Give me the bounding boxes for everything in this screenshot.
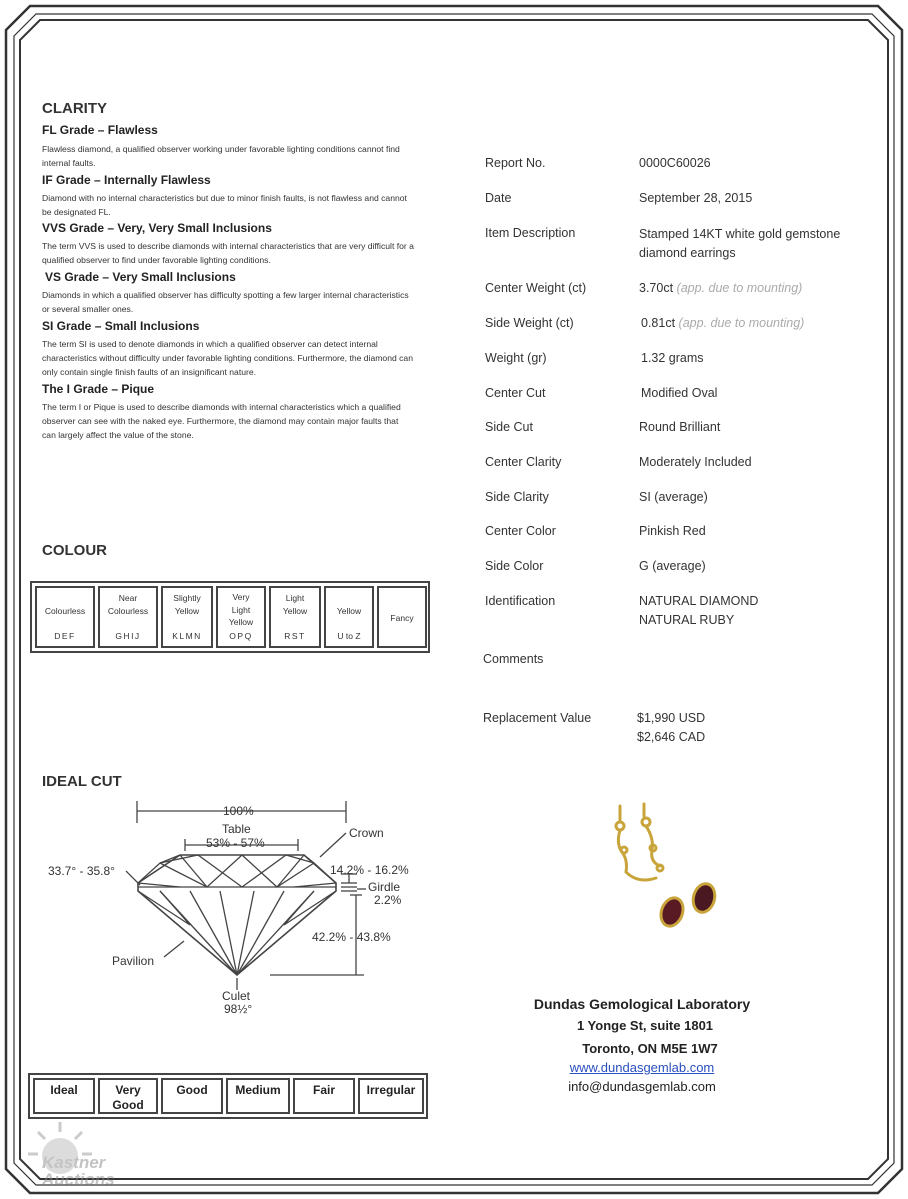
cut-cell-medium: Medium: [226, 1078, 290, 1114]
diagram-table-range: 53% - 57%: [206, 836, 265, 850]
lab-address-1: 1 Yonge St, suite 1801: [576, 1018, 714, 1033]
grade-i-heading: The I Grade – Pique: [42, 382, 155, 396]
grade-fl-text: Flawless diamond, a qualified observer working under favorable lighting conditions cannot find internal faults.: [42, 144, 400, 168]
report-value-note: (app. due to mounting): [678, 316, 805, 330]
earrings-photo: [598, 800, 738, 940]
clarity-title: CLARITY: [42, 100, 107, 117]
report-value: 1.32 grams: [641, 351, 704, 365]
colour-cell-light-yellow: [269, 586, 321, 648]
colour-cell-near-colourless: [98, 586, 158, 648]
colour-cell-fancy: [377, 586, 427, 648]
lab-name: Dundas Gemological Laboratory: [533, 996, 751, 1012]
diagram-culet-value: 98½°: [224, 1002, 253, 1016]
cut-cell-good: Good: [161, 1078, 223, 1114]
report-value-line: $1,990 USD: [637, 711, 706, 725]
report-value: [637, 709, 705, 747]
cut-scale: [28, 1073, 428, 1119]
watermark-text: [42, 1154, 115, 1188]
report-value-line: Stamped 14KT white gold gemstone: [639, 227, 841, 241]
report-value: Round Brilliant: [639, 420, 721, 434]
colour-cell-label: Slightly Yellow: [173, 593, 201, 616]
diagram-crown-label: Crown: [349, 826, 384, 840]
report-label: Report No.: [485, 156, 546, 170]
colour-cell-label: Fancy: [390, 613, 414, 623]
report-value-note: (app. due to mounting): [676, 281, 803, 295]
report-value: [639, 225, 840, 263]
report-value: G (average): [639, 559, 706, 573]
report-label: Item Description: [485, 226, 576, 240]
watermark-line-1: Kastner: [42, 1153, 106, 1172]
report-value: [639, 279, 802, 298]
diagram-width-label: 100%: [223, 804, 254, 818]
colour-cell-yellow: [324, 586, 374, 648]
grade-if-text: Diamond with no internal characteristics but due to minor finish faults, is not flawless and cannot be designated FL.: [42, 193, 407, 217]
diagram-culet-label: Culet: [222, 989, 251, 1003]
grade-if-heading: IF Grade – Internally Flawless: [42, 173, 211, 187]
grade-si-heading: SI Grade – Small Inclusions: [42, 319, 200, 333]
report-value: September 28, 2015: [639, 191, 753, 205]
report-label: Side Cut: [485, 420, 533, 434]
colour-cell-grades: U to Z: [337, 631, 361, 641]
colour-cell-label: Very Light Yellow: [228, 592, 254, 627]
cut-cell-fair: Fair: [293, 1078, 355, 1114]
diagram-crown-height: 14.2% - 16.2%: [330, 863, 409, 877]
report-value-line: NATURAL RUBY: [639, 613, 735, 627]
cut-cell-very-good: Very Good: [98, 1078, 158, 1114]
colour-cell-grades: DEF: [54, 631, 76, 641]
colour-cell-slightly-yellow: [161, 586, 213, 648]
colour-cell-label: Colourless: [44, 606, 86, 616]
report-value: 0000C60026: [639, 156, 711, 170]
colour-cell-label: Light Yellow: [282, 593, 308, 616]
grade-vvs-text: The term VVS is used to describe diamonds with internal characteristics that are very difficult for a qualified observer to find under favorable lighting conditions.: [42, 241, 414, 265]
report-value-line: $2,646 CAD: [637, 730, 706, 744]
ideal-cut-diagram: [40, 795, 440, 1020]
diagram-girdle-value: 2.2%: [374, 893, 402, 907]
diagram-table-label: Table: [222, 822, 251, 836]
diagram-girdle-label: Girdle: [368, 880, 401, 894]
report-label: Replacement Value: [483, 711, 592, 725]
colour-title: COLOUR: [42, 542, 107, 559]
lab-address-2: Toronto, ON M5E 1W7: [582, 1041, 718, 1056]
colour-scale: [30, 581, 430, 653]
cut-cell-irregular: Irregular: [358, 1078, 424, 1114]
cut-cell-ideal: Ideal: [33, 1078, 95, 1114]
report-value-main: 3.70ct: [639, 281, 674, 295]
report-label: Center Cut: [485, 386, 546, 400]
lab-email: info@dundasgemlab.com: [568, 1079, 716, 1094]
watermark-line-2: Auctions: [42, 1170, 115, 1189]
report-value-main: 0.81ct: [641, 316, 676, 330]
report-value: Pinkish Red: [639, 524, 706, 538]
grade-vs-text: Diamonds in which a qualified observer has difficulty spotting a few larger internal characteristics or several smaller ones.: [42, 290, 409, 314]
report-value-line: NATURAL DIAMOND: [639, 594, 759, 608]
grade-fl-heading: FL Grade – Flawless: [42, 123, 158, 137]
grade-i-text: The term I or Pique is used to describe diamonds with internal characteristics which a qualified observer can see with the naked eye. Furthermore, the diamond may contain major faults that can largely affect the value of the stone.: [42, 402, 401, 440]
colour-cell-colourless: [35, 586, 95, 648]
report-label: Center Clarity: [485, 455, 562, 469]
report-label: Side Color: [485, 559, 544, 573]
report-value: [641, 314, 804, 333]
colour-cell-label: Yellow: [336, 606, 362, 616]
report-label: Identification: [485, 594, 556, 608]
ideal-cut-title: IDEAL CUT: [42, 773, 122, 790]
colour-cell-very-light-yellow: [216, 586, 266, 648]
colour-cell-grades: KLMN: [172, 631, 202, 641]
colour-cell-grades: RST: [284, 631, 306, 641]
diagram-crown-angle: 33.7° - 35.8°: [48, 864, 115, 878]
report-value-line: diamond earrings: [639, 246, 736, 260]
colour-cell-grades: GHIJ: [115, 631, 141, 641]
watermark: [20, 1116, 150, 1192]
lab-website-link[interactable]: www.dundasgemlab.com: [569, 1060, 715, 1075]
report-value: [639, 592, 758, 630]
report-label: Weight (gr): [485, 351, 547, 365]
report-label: Side Clarity: [485, 490, 549, 504]
report-label: Date: [485, 191, 512, 205]
report-value: SI (average): [639, 490, 708, 504]
colour-cell-label: Near Colourless: [107, 593, 149, 616]
report-label: Side Weight (ct): [485, 316, 574, 330]
colour-cell-grades: OPQ: [229, 631, 253, 641]
diagram-pavilion-label: Pavilion: [112, 954, 155, 968]
grade-vvs-heading: VVS Grade – Very, Very Small Inclusions: [42, 221, 272, 235]
lab-website[interactable]: [522, 1060, 762, 1075]
grade-vs-heading: VS Grade – Very Small Inclusions: [45, 270, 236, 284]
diagram-pavilion-depth: 42.2% - 43.8%: [312, 930, 391, 944]
report-label: Comments: [483, 652, 544, 666]
report-value: Moderately Included: [639, 455, 752, 469]
report-label: Center Color: [485, 524, 556, 538]
report-value: Modified Oval: [641, 386, 718, 400]
report-label: Center Weight (ct): [485, 281, 587, 295]
grade-si-text: The term SI is used to denote diamonds in which a qualified observer can detect internal characteristics without difficulty under favorable lighting conditions. Furthermore, the diamond can only contain single finish faults of an insignificant nature.: [42, 339, 413, 377]
